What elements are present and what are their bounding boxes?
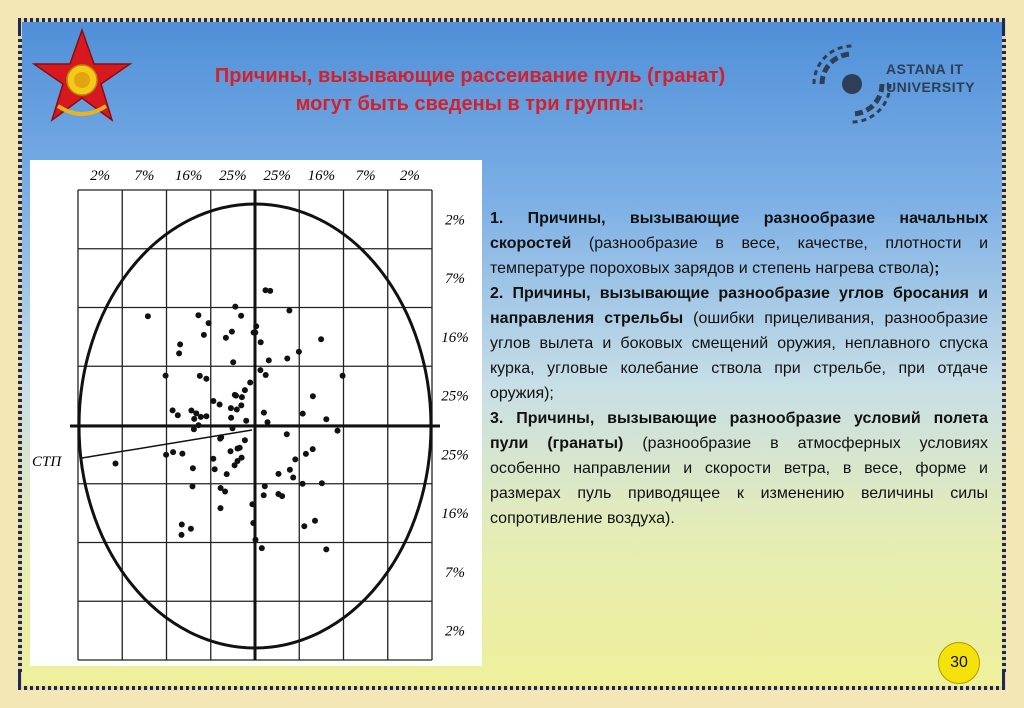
hit-dot [228, 415, 234, 421]
cause-item [490, 206, 988, 281]
hit-dot [253, 537, 259, 543]
hit-dot [210, 456, 216, 462]
right-percent-label: 2% [445, 623, 465, 640]
page-number-badge: 30 [938, 642, 980, 684]
right-percent-label: 16% [441, 329, 469, 346]
hit-dot [250, 520, 256, 526]
cause-item [490, 406, 988, 531]
dispersion-diagram-svg [30, 160, 482, 666]
cause-details: (ошибки прицеливания, разнообразие углов вылета и боковых смещений оружия, неплавного спуска курка, угловые колебание ствола при стрельбе, при отдаче оружия); [490, 310, 988, 402]
top-percent-label: 7% [355, 168, 376, 184]
hit-dot [252, 330, 258, 336]
hit-dot [242, 437, 248, 443]
cause-heading: 2. Причины, вызывающие разнообразие углов бросания и направления стрельбы [490, 285, 988, 327]
hit-dot [257, 367, 263, 373]
top-percent-labels [90, 168, 420, 184]
hit-dot [238, 313, 244, 319]
hit-dot [301, 523, 307, 529]
top-percent-label: 2% [90, 168, 111, 184]
hit-dot [261, 410, 267, 416]
hit-dot [310, 446, 316, 452]
hit-dot [191, 426, 197, 432]
hit-dot [113, 461, 119, 467]
hit-dot [234, 407, 240, 413]
title-line-2: могут быть сведены в три группы: [295, 93, 645, 115]
cause-details: (разнообразие в атмосферных условиях особенно направлении и скорости ветра, в весе, форме и размерах пуль приводящее к изменению величины силы сопротивление воздуха). [490, 435, 988, 527]
right-percent-label: 25% [441, 447, 469, 464]
hit-dot [287, 467, 293, 473]
hit-dot [188, 526, 194, 532]
hit-dot [195, 312, 201, 318]
top-percent-label: 7% [134, 168, 155, 184]
cause-terminator: ; [934, 260, 940, 277]
hit-dot [190, 465, 196, 471]
hit-dot [239, 455, 245, 461]
hit-dot [163, 373, 169, 379]
hit-dot [276, 471, 282, 477]
right-percent-label: 7% [445, 271, 465, 288]
right-percent-label: 7% [445, 564, 465, 581]
hit-dot [228, 405, 234, 411]
hit-dot [238, 402, 244, 408]
hit-dot [191, 416, 197, 422]
hit-dot [265, 419, 271, 425]
hit-dot [318, 336, 324, 342]
top-percent-label: 16% [307, 168, 336, 184]
hit-dot [203, 376, 209, 382]
hit-dot [253, 323, 259, 329]
logo-line-2: UNIVERSITY [886, 79, 976, 95]
hit-dot [228, 448, 234, 454]
hit-dot [163, 452, 169, 458]
hit-dot [175, 412, 181, 418]
hit-dot [190, 483, 196, 489]
university-logo-text [886, 60, 975, 96]
hit-dot [197, 373, 203, 379]
hit-dot [300, 411, 306, 417]
slide-title [120, 62, 820, 118]
hit-dot [242, 387, 248, 393]
hit-dot [284, 356, 290, 362]
hit-dot [179, 522, 185, 528]
hit-dot [210, 398, 216, 404]
hit-dot [258, 339, 264, 345]
hit-dot [145, 313, 151, 319]
hit-dot [323, 546, 329, 552]
cause-item [490, 281, 988, 406]
hit-dot [217, 436, 223, 442]
right-percent-label: 16% [441, 506, 469, 523]
top-percent-label: 25% [263, 168, 291, 184]
hit-dot [279, 493, 285, 499]
hit-dot [229, 329, 235, 335]
hit-dot [303, 451, 309, 457]
hit-dot [212, 466, 218, 472]
title-line-1: Причины, вызывающие рассеивание пуль (гранат) [214, 65, 726, 87]
hit-dot [310, 393, 316, 399]
hit-dot [176, 350, 182, 356]
right-percent-label: 25% [441, 388, 469, 405]
hit-dot [312, 518, 318, 524]
hit-dot [335, 428, 341, 434]
hit-dot [263, 372, 269, 378]
hit-dot [261, 492, 267, 498]
hit-dot [286, 308, 292, 314]
hit-dot [217, 402, 223, 408]
hit-dot [230, 359, 236, 365]
top-percent-label: 2% [399, 168, 420, 184]
top-percent-label: 16% [174, 168, 203, 184]
hit-dot [201, 332, 207, 338]
logo-line-1: ASTANA IT [886, 61, 964, 77]
hit-dots [113, 287, 346, 552]
causes-list [490, 206, 988, 531]
hit-dot [284, 431, 290, 437]
hit-dot [262, 483, 268, 489]
hit-dot [230, 425, 236, 431]
hit-dot [259, 545, 265, 551]
hit-dot [179, 451, 185, 457]
hit-dot [239, 394, 245, 400]
hit-dot [249, 501, 255, 507]
stp-label: СТП [32, 454, 62, 470]
hit-dot [267, 288, 273, 294]
hit-dot [296, 349, 302, 355]
hit-dot [170, 449, 176, 455]
hit-dot [196, 422, 202, 428]
hit-dot [232, 304, 238, 310]
hit-dot [247, 380, 253, 386]
hit-dot [223, 335, 229, 341]
hit-dot [266, 357, 272, 363]
cause-heading: 3. Причины, вызывающие разнообразие условий полета пули (гранаты) [490, 410, 988, 452]
hit-dot [222, 489, 228, 495]
cause-heading: 1. Причины, вызывающие разнообразие начальных скоростей [490, 210, 988, 252]
cause-details: (разнообразие в весе, качестве, плотности и температуре пороховых зарядов и степень нагрева ствола) [490, 235, 988, 277]
hit-dot [193, 410, 199, 416]
hit-dot [203, 413, 209, 419]
hit-dot [237, 445, 243, 451]
hit-dot [206, 320, 212, 326]
hit-dot [292, 456, 298, 462]
hit-dot [340, 373, 346, 379]
dispersion-diagram [30, 160, 482, 666]
hit-dot [179, 532, 185, 538]
hit-dot [243, 418, 249, 424]
hit-dot [319, 480, 325, 486]
right-percent-labels [441, 212, 469, 639]
top-percent-label: 25% [219, 168, 247, 184]
hit-dot [170, 407, 176, 413]
hit-dot [218, 505, 224, 511]
hit-dot [232, 392, 238, 398]
hit-dot [224, 471, 230, 477]
hit-dot [290, 475, 296, 481]
hit-dot [177, 341, 183, 347]
right-percent-label: 2% [445, 212, 465, 229]
hit-dot [300, 481, 306, 487]
hit-dot [323, 416, 329, 422]
